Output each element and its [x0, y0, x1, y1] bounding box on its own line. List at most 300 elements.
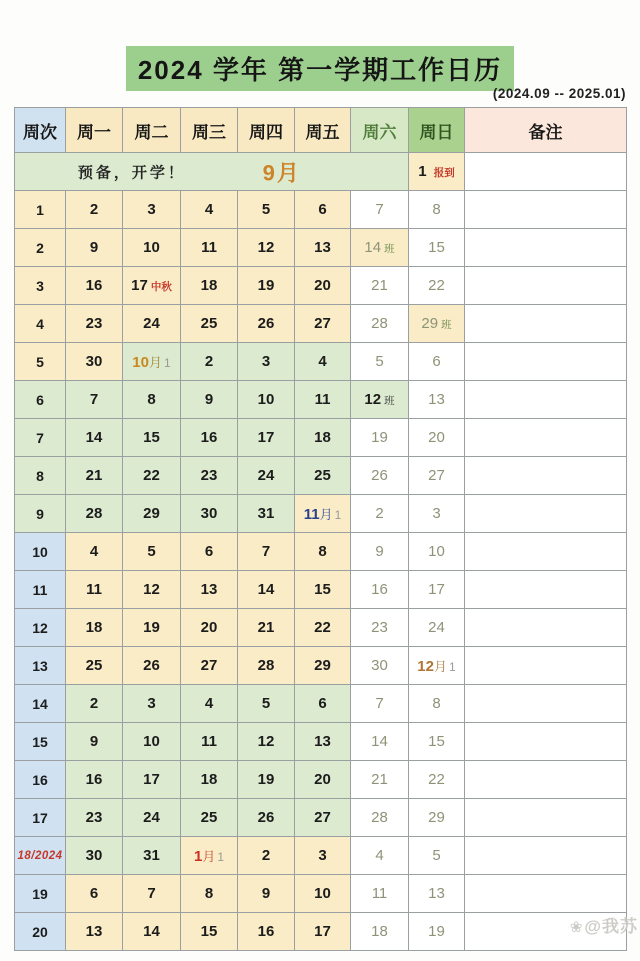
week-row [15, 685, 627, 723]
week-number: 16 [15, 761, 66, 799]
week-row [15, 457, 627, 495]
remark-cell [465, 381, 627, 419]
day-text: 28 [371, 315, 388, 332]
day-text: 30 [371, 657, 388, 674]
day-cell [123, 457, 181, 495]
day-cell [295, 723, 351, 761]
day-text: 14 [143, 923, 160, 940]
day-cell [409, 343, 465, 381]
header-wednesday: 周三 [181, 108, 238, 153]
day-text: 4 [204, 695, 214, 712]
remark-cell [465, 609, 627, 647]
day-cell [66, 913, 123, 951]
day-cell [351, 343, 409, 381]
day-text: 6 [89, 885, 99, 902]
page-title: 2024 学年 第一学期工作日历 [126, 46, 514, 91]
day-text: 6 [432, 353, 441, 370]
day-cell [238, 875, 295, 913]
day-text: 26 [371, 467, 388, 484]
month-label-september: 9月 [262, 160, 301, 185]
week-row [15, 799, 627, 837]
day-text: 18 [200, 277, 218, 294]
day-text: 5 [147, 543, 156, 560]
day-cell [123, 799, 181, 837]
calendar-table [14, 107, 627, 951]
day-text: 17 [143, 771, 160, 788]
day-cell [351, 457, 409, 495]
week-number: 2 [15, 229, 66, 267]
day-cell [123, 723, 181, 761]
remark-cell [465, 571, 627, 609]
day-text: 12 [257, 733, 275, 750]
day-cell [351, 799, 409, 837]
day-cell [66, 343, 123, 381]
week-number: 6 [15, 381, 66, 419]
remark-cell [465, 533, 627, 571]
day-text: 24 [143, 315, 160, 332]
day-cell [409, 191, 465, 229]
day-text: 30 [85, 847, 103, 864]
day-text: 5 [261, 695, 271, 712]
day-cell [66, 381, 123, 419]
day-cell [181, 267, 238, 305]
day-cell [351, 761, 409, 799]
day-text: 31 [257, 505, 275, 522]
day-text: 8 [318, 543, 327, 560]
day-cell [295, 419, 351, 457]
day-cell [295, 685, 351, 723]
day-cell [409, 495, 465, 533]
week-number: 13 [15, 647, 66, 685]
day-cell [238, 685, 295, 723]
day-text: 5 [375, 353, 384, 370]
day-cell [409, 761, 465, 799]
day-cell [409, 419, 465, 457]
day-text: 15 [428, 733, 445, 750]
day-cell [295, 571, 351, 609]
day-cell [181, 837, 238, 875]
day-cell [123, 571, 181, 609]
day-cell [66, 571, 123, 609]
day-cell [295, 381, 351, 419]
month-banner-row [15, 153, 627, 191]
day-cell [295, 837, 351, 875]
september-banner [15, 153, 409, 191]
day-text: 11 [201, 733, 217, 750]
day-cell [66, 609, 123, 647]
week-row [15, 229, 627, 267]
day-cell [66, 419, 123, 457]
day-cell [295, 229, 351, 267]
day-cell [66, 267, 123, 305]
day-cell [181, 723, 238, 761]
day-text: 4 [375, 847, 384, 864]
day-text: 21 [371, 277, 388, 294]
day-text: 10 [143, 733, 160, 750]
remark-cell [465, 153, 627, 191]
day-text: 1 [449, 660, 456, 674]
day-cell [181, 381, 238, 419]
day-cell [181, 343, 238, 381]
week-row [15, 761, 627, 799]
day-cell [351, 305, 409, 343]
day-text: 17 [314, 923, 331, 940]
week-row [15, 837, 627, 875]
remark-cell [465, 343, 627, 381]
day-text: 26 [257, 315, 275, 332]
week-number: 20 [15, 913, 66, 951]
day-cell [295, 913, 351, 951]
day-text: 21 [257, 619, 275, 636]
day-text: 10 [314, 885, 331, 902]
day-text: 11 [86, 581, 102, 598]
day-cell [351, 875, 409, 913]
day-text: 10 [143, 239, 160, 256]
day-cell [123, 609, 181, 647]
remark-cell [465, 305, 627, 343]
day-text: 20 [314, 277, 331, 294]
day-text: 22 [428, 771, 445, 788]
day-text: 3 [318, 847, 327, 864]
week-number: 17 [15, 799, 66, 837]
day-cell [351, 191, 409, 229]
header-friday: 周五 [295, 108, 351, 153]
week-number: 4 [15, 305, 66, 343]
day-text: 13 [314, 733, 331, 750]
day-cell [123, 875, 181, 913]
day-cell [409, 609, 465, 647]
week-row [15, 609, 627, 647]
day-cell [238, 419, 295, 457]
day-text: 23 [85, 809, 103, 826]
day-cell [123, 913, 181, 951]
day-text: 10 [428, 543, 445, 560]
day-text: 3 [147, 695, 156, 712]
day-cell [66, 533, 123, 571]
week-number: 18/2024 [15, 837, 66, 875]
remark-cell [465, 875, 627, 913]
day-text: 1 [193, 848, 203, 865]
remark-cell [465, 647, 627, 685]
day-text: 4 [204, 201, 214, 218]
remark-cell [465, 419, 627, 457]
day-text: 7 [375, 201, 384, 218]
day-text: 27 [314, 809, 331, 826]
week-number: 8 [15, 457, 66, 495]
day-text: 12 [257, 239, 275, 256]
day-cell [409, 875, 465, 913]
day-cell [181, 685, 238, 723]
day-text: 26 [143, 657, 160, 674]
day-cell [238, 267, 295, 305]
header-sunday: 周日 [409, 108, 465, 153]
day-text: 29 [428, 809, 445, 826]
day-cell [123, 647, 181, 685]
day-cell [351, 913, 409, 951]
day-cell [66, 305, 123, 343]
remark-cell [465, 191, 627, 229]
day-cell [66, 799, 123, 837]
day-cell [409, 837, 465, 875]
day-text: 12 [417, 658, 434, 675]
day-text: 月 [202, 849, 216, 864]
day-cell [123, 761, 181, 799]
day-cell [123, 533, 181, 571]
date-range: (2024.09 -- 2025.01) [492, 86, 626, 101]
day-text: 14 [364, 239, 382, 256]
week-row [15, 571, 627, 609]
day-cell [295, 799, 351, 837]
day-cell [295, 875, 351, 913]
day-text: 24 [257, 467, 275, 484]
day-text: 12 [143, 581, 160, 598]
day-cell [409, 913, 465, 951]
day-cell [295, 267, 351, 305]
day-text: 2 [204, 353, 214, 370]
day-text: 16 [257, 923, 275, 940]
day-cell [66, 647, 123, 685]
day-text: 24 [143, 809, 160, 826]
day-cell [181, 647, 238, 685]
day-cell [351, 495, 409, 533]
week-row [15, 495, 627, 533]
day-text: 16 [200, 429, 218, 446]
day-text: 25 [200, 809, 218, 826]
day-cell [181, 571, 238, 609]
day-cell [295, 495, 351, 533]
day-cell [181, 495, 238, 533]
week-number: 12 [15, 609, 66, 647]
day-text: 28 [85, 505, 103, 522]
week-row [15, 191, 627, 229]
day-text: 21 [85, 467, 103, 484]
day-text: 月 [148, 355, 162, 370]
day-text: 22 [428, 277, 445, 294]
week-row [15, 343, 627, 381]
remark-cell [465, 457, 627, 495]
day-text: 3 [432, 505, 441, 522]
watermark-text: @我苏 [584, 917, 638, 936]
day-cell [409, 381, 465, 419]
day-text: 11 [303, 506, 320, 523]
day-text: 23 [85, 315, 103, 332]
day-cell [238, 647, 295, 685]
day-cell [123, 495, 181, 533]
day-text: 20 [428, 429, 445, 446]
day-text: 27 [200, 657, 218, 674]
day-text: 21 [371, 771, 388, 788]
day-cell [409, 723, 465, 761]
day-cell [351, 229, 409, 267]
week-number: 15 [15, 723, 66, 761]
header-saturday: 周六 [351, 108, 409, 153]
day-text: 11 [201, 239, 217, 256]
day-cell [123, 343, 181, 381]
header-tuesday: 周二 [123, 108, 181, 153]
day-text: 6 [204, 543, 214, 560]
day-cell [181, 229, 238, 267]
day-text: 27 [314, 315, 331, 332]
day-cell [238, 723, 295, 761]
day-text: 15 [428, 239, 445, 256]
day-cell [181, 913, 238, 951]
day-text: 29 [314, 657, 331, 674]
day-cell [351, 685, 409, 723]
day-text: 2 [261, 847, 271, 864]
day-text: 1 [217, 850, 225, 864]
day-text: 11 [371, 885, 388, 902]
day-text: 25 [85, 657, 103, 674]
day-text: 8 [432, 201, 441, 218]
day-text: 9 [89, 733, 99, 750]
day-cell [351, 381, 409, 419]
day-text: 9 [89, 239, 99, 256]
day-cell [409, 685, 465, 723]
day-text: 17 [131, 277, 148, 294]
day-text: 25 [314, 467, 331, 484]
day-text: 13 [314, 239, 331, 256]
day-cell [123, 685, 181, 723]
day-text: 19 [257, 771, 275, 788]
day-text: 27 [428, 467, 445, 484]
day-cell [66, 837, 123, 875]
day-cell [409, 647, 465, 685]
week-number: 7 [15, 419, 66, 457]
day-cell [66, 875, 123, 913]
day-cell [181, 761, 238, 799]
day-cell [295, 191, 351, 229]
day-cell [238, 191, 295, 229]
day-cell [181, 609, 238, 647]
day-text: 30 [200, 505, 218, 522]
day-text: 7 [375, 695, 384, 712]
day-cell [66, 723, 123, 761]
day-cell [409, 533, 465, 571]
day-cell [123, 419, 181, 457]
day-cell [123, 191, 181, 229]
day-text: 8 [204, 885, 214, 902]
day-cell [351, 837, 409, 875]
day-text: 7 [89, 391, 99, 408]
week-number: 3 [15, 267, 66, 305]
day-cell [238, 381, 295, 419]
day-text: 1 [164, 356, 171, 370]
day-cell [123, 267, 181, 305]
day-cell [238, 229, 295, 267]
day-text: 22 [314, 619, 331, 636]
day-cell [181, 799, 238, 837]
day-text: 3 [261, 353, 271, 370]
day-text: 中秋 [150, 281, 172, 293]
day-text: 26 [257, 809, 275, 826]
day-cell [351, 647, 409, 685]
day-cell [181, 191, 238, 229]
day-text: 10 [132, 354, 149, 371]
day-cell [295, 343, 351, 381]
day-text: 19 [143, 619, 160, 636]
week-row [15, 913, 627, 951]
sept-1-registration-cell [409, 153, 465, 191]
day-text: 15 [200, 923, 218, 940]
day-text: 班 [384, 395, 395, 407]
day-cell [295, 761, 351, 799]
day-text: 23 [371, 619, 388, 636]
day-text: 16 [85, 277, 103, 294]
week-row [15, 723, 627, 761]
header-week-index: 周次 [15, 108, 66, 153]
day-cell [351, 419, 409, 457]
day-cell [295, 647, 351, 685]
day-cell [123, 837, 181, 875]
day-text: 6 [318, 695, 327, 712]
day-cell [238, 913, 295, 951]
day-text: 31 [143, 847, 160, 864]
watermark [570, 912, 638, 937]
day-cell [351, 267, 409, 305]
day-text: 15 [314, 581, 331, 598]
day-cell [238, 571, 295, 609]
day-text: 15 [143, 429, 160, 446]
day-text: 月 [433, 659, 447, 674]
day-text: 16 [85, 771, 103, 788]
day-text: 8 [147, 391, 156, 408]
day-text: 18 [314, 429, 331, 446]
day-cell [409, 305, 465, 343]
day-text: 13 [428, 885, 445, 902]
day-text: 16 [371, 581, 388, 598]
week-number: 5 [15, 343, 66, 381]
day-text: 班 [384, 243, 395, 255]
title-bar [0, 46, 640, 91]
day-text: 1 [334, 508, 342, 522]
week-number: 10 [15, 533, 66, 571]
day-cell [295, 609, 351, 647]
week-number: 14 [15, 685, 66, 723]
day-cell [238, 495, 295, 533]
day-text: 9 [261, 885, 271, 902]
day-cell [66, 761, 123, 799]
day-text: 18 [200, 771, 218, 788]
day-text: 17 [257, 429, 275, 446]
remark-cell [465, 229, 627, 267]
day-text: 13 [428, 391, 445, 408]
day-text: 14 [257, 581, 275, 598]
day-text: 19 [371, 429, 388, 446]
day-text: 6 [318, 201, 327, 218]
day-cell [351, 571, 409, 609]
semester-start-note: 预备，开学！ [77, 164, 186, 181]
day-text: 17 [428, 581, 445, 598]
week-number: 9 [15, 495, 66, 533]
header-thursday: 周四 [238, 108, 295, 153]
remark-cell [465, 495, 627, 533]
day-cell [351, 609, 409, 647]
day-text: 24 [428, 619, 445, 636]
day-text: 10 [257, 391, 275, 408]
week-row [15, 419, 627, 457]
remark-cell [465, 837, 627, 875]
day-text: 4 [89, 543, 99, 560]
day-cell [295, 457, 351, 495]
day-cell [181, 305, 238, 343]
week-row [15, 381, 627, 419]
day-text: 20 [200, 619, 218, 636]
day-text: 18 [85, 619, 103, 636]
day-text: 20 [314, 771, 331, 788]
week-row [15, 647, 627, 685]
day-text: 9 [204, 391, 214, 408]
week-number: 19 [15, 875, 66, 913]
